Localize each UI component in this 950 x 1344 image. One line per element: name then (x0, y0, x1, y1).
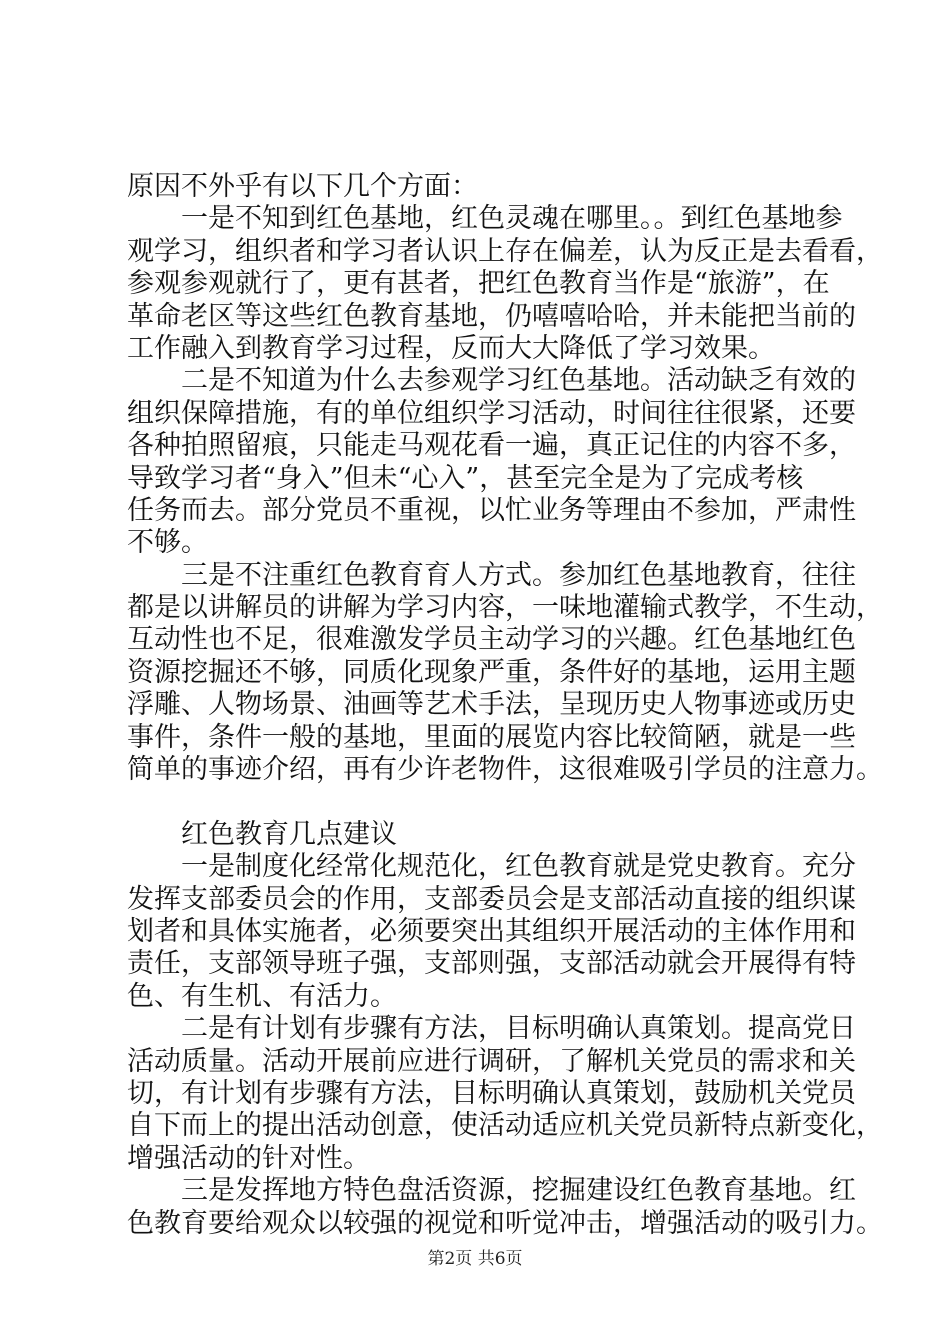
paragraph-line: 任务而去。部分党员不重视，以忙业务等理由不参加，严肃性 (127, 494, 856, 526)
paragraph-line: 资源挖掘还不够，同质化现象严重，条件好的基地，运用主题 (127, 656, 856, 688)
paragraph-line: 革命老区等这些红色教育基地，仍嘻嘻哈哈，并未能把当前的 (127, 300, 856, 332)
paragraph-line: 切，有计划有步骤有方法，目标明确认真策划，鼓励机关党员 (127, 1077, 856, 1109)
paragraph-point-1-start: 一是不知到红色基地，红色灵魂在哪里。。到红色基地参 (181, 203, 843, 235)
paragraph-line: 自下而上的提出活动创意，使活动适应机关党员新特点新变化， (127, 1110, 883, 1142)
paragraph-line: 浮雕、人物场景、油画等艺术手法，呈现历史人物事迹或历史 (127, 689, 856, 721)
paragraph-line: 责任，支部领导班子强，支部则强，支部活动就会开展得有特 (127, 948, 856, 980)
section-gap (127, 786, 847, 818)
paragraph-line: 工作融入到教育学习过程，反而大大降低了学习效果。 (127, 332, 775, 364)
page-footer: 第2页 共6页 (427, 1249, 523, 1269)
paragraph-line: 各种拍照留痕，只能走马观花看一遍，真正记住的内容不多， (127, 430, 856, 462)
paragraph-line: 增强活动的针对性。 (127, 1142, 370, 1174)
paragraph-line: 观学习，组织者和学习者认识上存在偏差，认为反正是去看看， (127, 235, 883, 267)
paragraph-suggestion-1-start: 一是制度化经常化规范化，红色教育就是党史教育。充分 (181, 851, 856, 883)
paragraph-line: 活动质量。活动开展前应进行调研，了解机关党员的需求和关 (127, 1045, 856, 1077)
paragraph-point-2-start: 二是不知道为什么去参观学习红色基地。活动缺乏有效的 (181, 365, 856, 397)
paragraph-line: 互动性也不足，很难激发学员主动学习的兴趣。红色基地红色 (127, 624, 856, 656)
paragraph-line: 色教育要给观众以较强的视觉和听觉冲击，增强活动的吸引力。 (127, 1207, 883, 1239)
paragraph-point-3-start: 三是不注重红色教育育人方式。参加红色基地教育，往往 (181, 559, 856, 591)
paragraph-line: 组织保障措施，有的单位组织学习活动，时间往往很紧，还要 (127, 397, 856, 429)
paragraph-line: 事件，条件一般的基地，里面的展览内容比较简陋，就是一些 (127, 721, 856, 753)
paragraph-line: 不够。 (127, 527, 208, 559)
paragraph-line: 划者和具体实施者，必须要突出其组织开展活动的主体作用和 (127, 915, 856, 947)
document-body (127, 171, 883, 1240)
paragraph-line: 参观参观就行了，更有甚者，把红色教育当作是“旅游”，在 (127, 268, 830, 300)
section-heading: 红色教育几点建议 (181, 818, 397, 850)
paragraph-line: 色、有生机、有活力。 (127, 980, 397, 1012)
paragraph-line: 都是以讲解员的讲解为学习内容，一味地灌输式教学，不生动， (127, 592, 883, 624)
paragraph-suggestion-3-start: 三是发挥地方特色盘活资源，挖掘建设红色教育基地。红 (181, 1175, 856, 1207)
body-line-intro: 原因不外乎有以下几个方面： (127, 171, 478, 202)
paragraph-line: 发挥支部委员会的作用，支部委员会是支部活动直接的组织谋 (127, 883, 856, 915)
paragraph-suggestion-2-start: 二是有计划有步骤有方法，目标明确认真策划。提高党日 (181, 1013, 856, 1045)
paragraph-line: 导致学习者“身入”但未“心入”，甚至完全是为了完成考核 (127, 462, 804, 494)
paragraph-line: 简单的事迹介绍，再有少许老物件，这很难吸引学员的注意力。 (127, 754, 883, 786)
